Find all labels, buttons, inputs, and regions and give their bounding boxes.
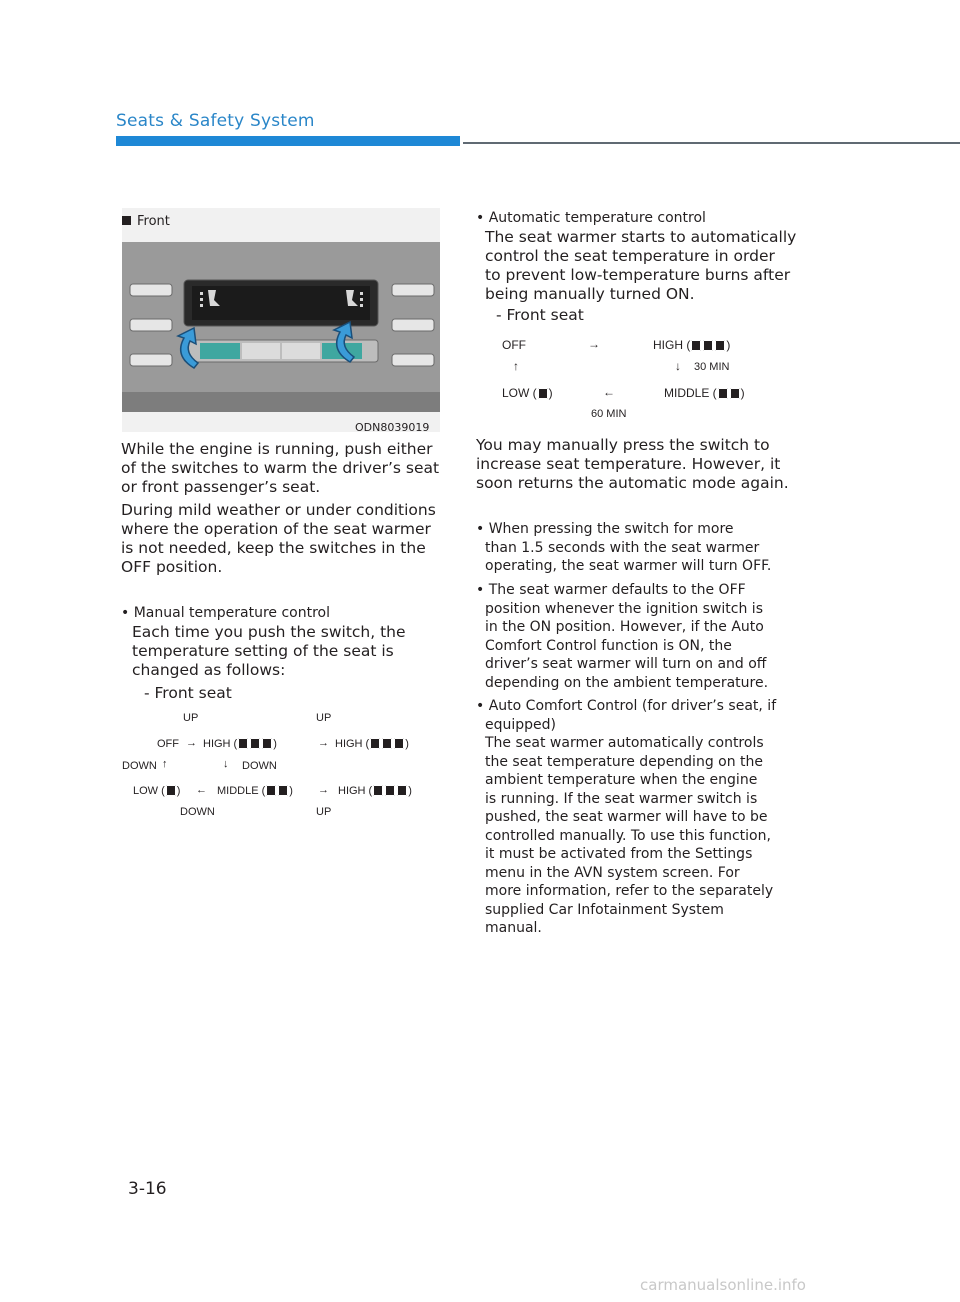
watermark-text: carmanualsonline.info xyxy=(640,1276,806,1294)
diag-up-1: UP xyxy=(183,712,199,724)
square-bullet-icon xyxy=(122,216,131,225)
seat-heat-icon xyxy=(262,738,272,749)
front-seat-label-right: - Front seat xyxy=(496,306,584,324)
auto-diag-arrow-up: ↑ xyxy=(513,359,519,373)
bullet-auto-comfort: • Auto Comfort Control (for driver’s seat, if equipped) The seat warmer automatically controls the seat temperature depending on the ambient temperature when the engine is running. If the seat warmer switch is pushed, the seat warmer will have to be controlled manually. To use this function, it must be activated from the Settings menu in the AVN system screen. For more information, refer to the separately supplied Car Infotainment System manual. xyxy=(476,698,777,936)
figure-code: ODN8039019 xyxy=(355,421,430,434)
seat-heat-icon xyxy=(730,388,740,399)
figure-label: Front xyxy=(122,214,170,229)
diag-down-bottom: DOWN xyxy=(180,806,215,818)
bullet-press-duration: • When pressing the switch for more than 1.5 seconds with the seat warmer operating, the seat warmer will turn OFF. xyxy=(476,521,772,574)
diag-arrow-left: ← xyxy=(196,784,207,796)
auto-diag-arrow-left: ← xyxy=(603,385,615,399)
header-bar-accent xyxy=(116,136,460,146)
seat-heat-icon xyxy=(382,738,392,749)
auto-diag-middle: MIDDLE ( ) xyxy=(664,386,745,400)
seat-heat-icon xyxy=(691,340,701,351)
diag-high-3: HIGH ( ) xyxy=(338,785,412,797)
seat-heat-icon xyxy=(250,738,260,749)
diag-up-bottom: UP xyxy=(316,806,332,818)
seat-heat-icon xyxy=(266,785,276,796)
front-seat-label-left: - Front seat xyxy=(144,684,232,702)
auto-control-title: • Automatic temperature control xyxy=(476,210,706,226)
page-number: 3-16 xyxy=(128,1179,167,1199)
section-title: Seats & Safety System xyxy=(116,111,315,131)
auto-diag-60min: 60 MIN xyxy=(591,408,627,420)
bullet-default-off: • The seat warmer defaults to the OFF position whenever the ignition switch is in the ON position. However, if the Auto Comfort Control function is ON, the driver’s seat warmer will turn on and off depending on the ambient temperature. xyxy=(476,582,769,691)
auto-diag-arrow-right: → xyxy=(588,337,600,351)
header-bar-rule xyxy=(463,142,960,144)
auto-diag-low: LOW ( ) xyxy=(502,386,553,400)
auto-diag-high: HIGH ( ) xyxy=(653,338,731,352)
diag-high-2: HIGH ( ) xyxy=(335,738,409,750)
seat-heat-icon xyxy=(703,340,713,351)
diag-arrow-right-3: → xyxy=(318,784,329,796)
seat-heat-icon xyxy=(385,785,395,796)
diag-arrow-up: ↑ xyxy=(162,758,168,770)
seat-warmer-switch-photo xyxy=(122,242,440,412)
manual-control-body: Each time you push the switch, the temperature setting of the seat is changed as follows: xyxy=(132,623,406,679)
diag-down-left: DOWN xyxy=(122,760,157,772)
diag-arrow-down: ↓ xyxy=(223,758,229,770)
diag-up-2: UP xyxy=(316,712,332,724)
diag-off: OFF xyxy=(157,738,179,750)
seat-heat-icon xyxy=(370,738,380,749)
seat-heat-icon xyxy=(718,388,728,399)
auto-diag-off: OFF xyxy=(502,338,526,352)
paragraph-engine-running: While the engine is running, push either of the switches to warm the driver’s seat or front passenger’s seat. xyxy=(121,440,440,496)
diag-low: LOW ( ) xyxy=(133,785,181,797)
diag-arrow-right-2: → xyxy=(318,737,329,749)
auto-diag-arrow-down: ↓ xyxy=(675,359,681,373)
manual-control-title: • Manual temperature control xyxy=(121,605,331,621)
diag-arrow-right-1: → xyxy=(186,737,197,749)
switch-panel-illustration xyxy=(122,242,440,412)
diag-middle: MIDDLE ( ) xyxy=(217,785,293,797)
seat-heat-icon xyxy=(166,785,176,796)
diag-high-1: HIGH ( ) xyxy=(203,738,277,750)
seat-heat-icon xyxy=(278,785,288,796)
seat-heat-icon xyxy=(397,785,407,796)
seat-heat-icon xyxy=(538,388,548,399)
seat-heat-icon xyxy=(394,738,404,749)
auto-diag-30min: 30 MIN xyxy=(694,361,730,373)
paragraph-mild-weather: During mild weather or under conditions where the operation of the seat warmer is not needed, keep the switches in the OFF position. xyxy=(121,501,436,576)
auto-control-body: The seat warmer starts to automatically control the seat temperature in order to prevent low-temperature burns after being manually turned ON. xyxy=(485,228,797,303)
seat-heat-icon xyxy=(715,340,725,351)
diag-down-mid: DOWN xyxy=(242,760,277,772)
paragraph-manual-press: You may manually press the switch to increase seat temperature. However, it soon returns the automatic mode again. xyxy=(476,436,789,492)
seat-heat-icon xyxy=(238,738,248,749)
seat-heat-icon xyxy=(373,785,383,796)
